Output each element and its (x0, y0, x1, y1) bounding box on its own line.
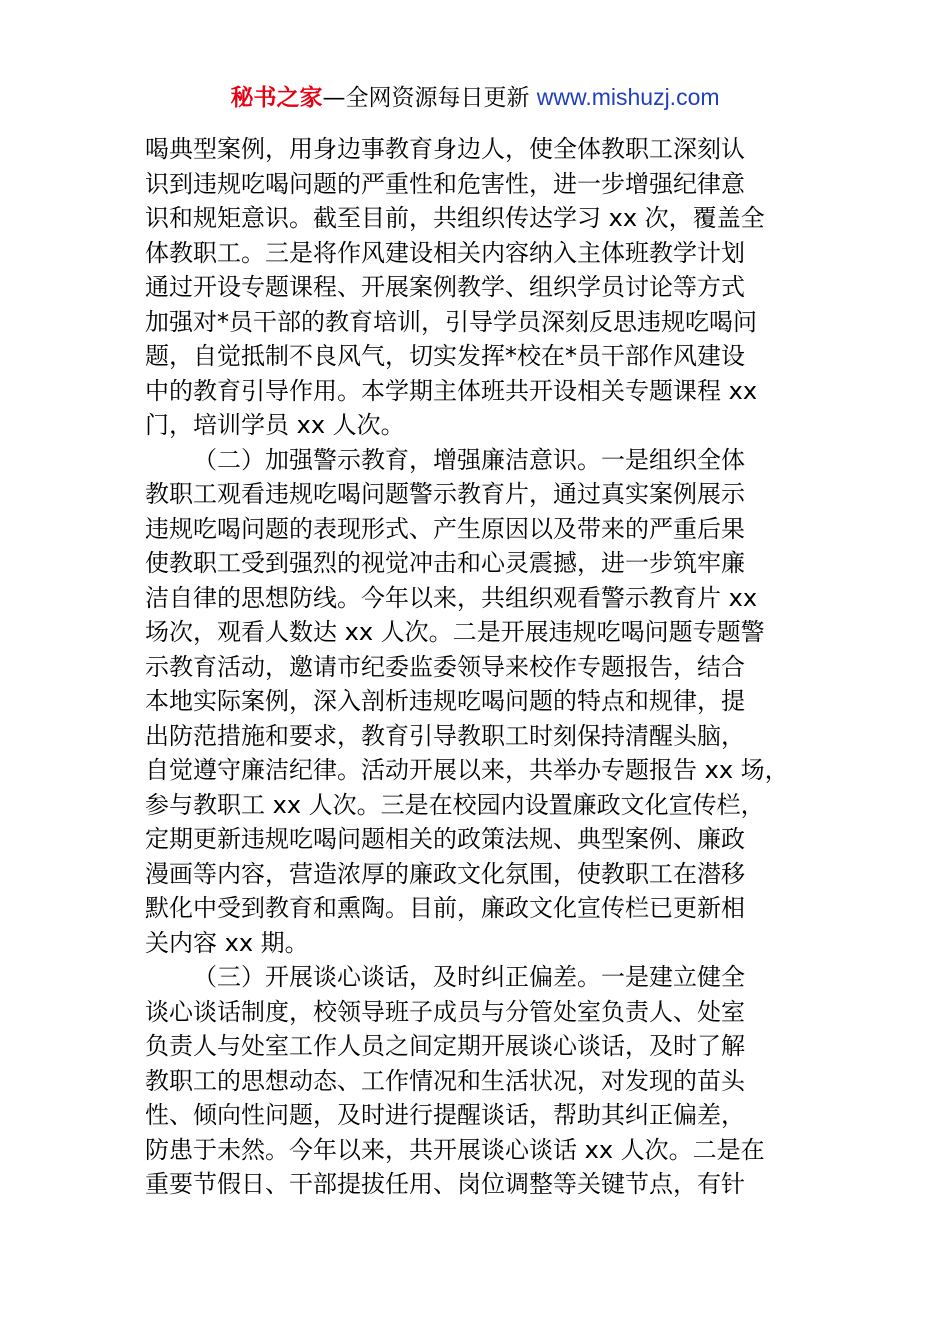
text-line: 重要节假日、干部提拔任用、岗位调整等关键节点，有针 (145, 1170, 745, 1198)
text-line: 本地实际案例，深入剖析违规吃喝问题的特点和规律，提 (145, 687, 745, 715)
text-line: 使教职工受到强烈的视觉冲击和心灵震撼，进一步筑牢廉 (145, 549, 745, 577)
text-line: 场次，观看人数达 xx 人次。二是开展违规吃喝问题专题警 (145, 618, 765, 646)
text-line: 题，自觉抵制不良风气，切实发挥*校在*员干部作风建设 (145, 342, 745, 370)
text-line: 通过开设专题课程、开展案例教学、组织学员讨论等方式 (145, 273, 745, 301)
text-line: 参与教职工 xx 人次。三是在校园内设置廉政文化宣传栏， (145, 790, 765, 819)
text-line: 负责人与处室工作人员之间定期开展谈心谈话，及时了解 (145, 1032, 745, 1060)
text-line: 漫画等内容，营造浓厚的廉政文化氛围，使教职工在潜移 (145, 859, 745, 888)
site-header (0, 80, 950, 115)
text-line: 体教职工。三是将作风建设相关内容纳入主体班教学计划 (145, 238, 745, 267)
text-line: 默化中受到教育和熏陶。目前，廉政文化宣传栏已更新相 (145, 894, 745, 922)
section-heading-line: （三）开展谈心谈话，及时纠正偏差。一是建立健全 (193, 963, 745, 991)
text-line: 识到违规吃喝问题的严重性和危害性，进一步增强纪律意 (145, 169, 745, 198)
document-body (145, 132, 825, 1202)
section-heading-line: （二）加强警示教育，增强廉洁意识。一是组织全体 (193, 445, 745, 474)
site-tagline: —全网资源每日更新 (322, 85, 537, 111)
text-line: 出防范措施和要求，教育引导教职工时刻保持清醒头脑， (145, 721, 745, 750)
text-line: 自觉遵守廉洁纪律。活动开展以来，共举办专题报告 xx 场， (145, 756, 789, 784)
text-line: 识和规矩意识。截至目前，共组织传达学习 xx 次，覆盖全 (145, 204, 765, 232)
text-line: 谈心谈话制度，校领导班子成员与分管处室负责人、处室 (145, 997, 745, 1026)
text-line: 定期更新违规吃喝问题相关的政策法规、典型案例、廉政 (145, 825, 745, 853)
text-line: 关内容 xx 期。 (145, 928, 309, 957)
text-line: 洁自律的思想防线。今年以来，共组织观看警示教育片 xx (145, 583, 758, 612)
text-line: 教职工的思想动态、工作情况和生活状况，对发现的苗头 (145, 1066, 745, 1095)
text-line: 违规吃喝问题的表现形式、产生原因以及带来的严重后果 (145, 514, 745, 543)
text-line: 加强对*员干部的教育培训，引导学员深刻反思违规吃喝问 (145, 307, 757, 336)
text-line: 喝典型案例，用身边事教育身边人，使全体教职工深刻认 (145, 135, 745, 163)
text-line: 防患于未然。今年以来，共开展谈心谈话 xx 人次。二是在 (145, 1135, 765, 1164)
text-line: 性、倾向性问题，及时进行提醒谈话，帮助其纠正偏差， (145, 1101, 745, 1129)
text-line: 教职工观看违规吃喝问题警示教育片，通过真实案例展示 (145, 480, 745, 508)
text-line: 中的教育引导作用。本学期主体班共开设相关专题课程 xx (145, 376, 758, 405)
text-line: 示教育活动，邀请市纪委监委领导来校作专题报告，结合 (145, 652, 745, 681)
text-line: 门，培训学员 xx 人次。 (145, 411, 405, 439)
site-url[interactable]: www.mishuzj.com (536, 84, 720, 110)
site-brand: 秘书之家 (230, 85, 323, 111)
